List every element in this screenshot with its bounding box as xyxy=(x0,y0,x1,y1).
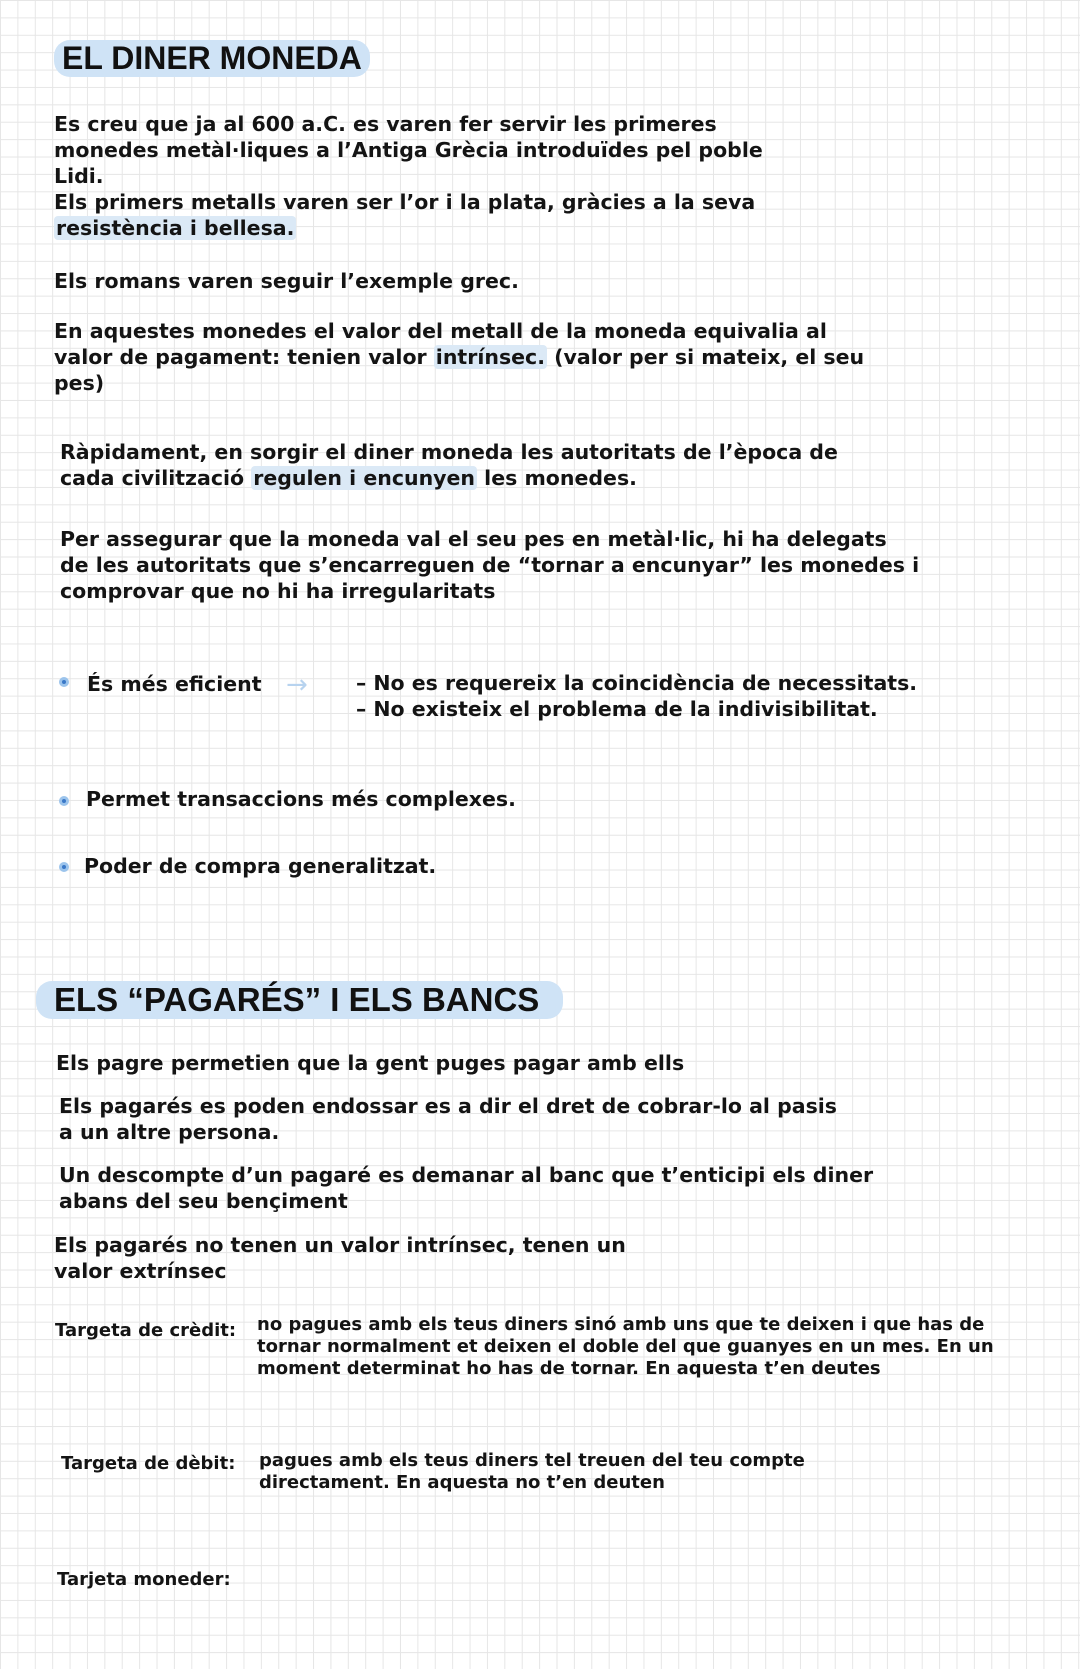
paragraph-romans: Els romans varen seguir l’exemple grec. xyxy=(54,269,519,293)
paragraph-authorities-text-a: Ràpidament, en sorgir el diner moneda les autoritats de l’època de cada civilització xyxy=(60,440,838,490)
wallet-card-label: Tarjeta moneder: xyxy=(57,1569,231,1590)
highlight-regulen: regulen i encunyen xyxy=(253,466,476,490)
paragraph-metals xyxy=(54,189,854,241)
paragraph-origin: Es creu que ja al 600 a.C. es varen fer servir les primeres monedes metàl·liques a l’Antiga Grècia introduïdes pel poble Lidi. xyxy=(54,112,763,188)
paragraph-authorities xyxy=(60,439,840,491)
highlight-intrinsec: intrínsec. xyxy=(435,345,545,369)
debit-card-label: Targeta de dèbit: xyxy=(61,1453,236,1474)
paragraph-extrinsic: Els pagarés no tenen un valor intrínsec, tenen un valor extrínsec xyxy=(54,1233,626,1283)
paragraph-pagres-payment: Els pagre permetien que la gent puges pagar amb ells xyxy=(56,1051,685,1075)
debit-card-description: pagues amb els teus diners tel treuen del teu compte directament. En aquesta no t’en deuten xyxy=(259,1450,805,1493)
paragraph-metals-text: Els primers metalls varen ser l’or i la plata, gràcies a la seva xyxy=(54,190,756,214)
bullet-efficient: És més eficient xyxy=(87,672,262,696)
paragraph-intrinsic-text-a: En aquestes monedes el valor del metall de la moneda equivalia al valor de pagament: tenien valor xyxy=(54,319,827,369)
paragraph-intrinsic-text-b: (valor per si mateix, el seu pes) xyxy=(54,345,865,395)
bullet-purchasing-power: Poder de compra generalitzat. xyxy=(84,854,437,878)
section-title-pagares xyxy=(36,981,563,1019)
section-title-text: ELS “PAGARÉS” I ELS BANCS xyxy=(54,981,540,1018)
paragraph-authorities-text-b: les monedes. xyxy=(477,466,637,490)
paragraph-endorse: Els pagarés es poden endossar es a dir el dret de cobrar-lo al pasis a un altre persona. xyxy=(59,1094,838,1144)
bullet-dot-icon xyxy=(59,796,69,806)
paragraph-intrinsic-value xyxy=(54,318,874,396)
arrow-right-icon: → xyxy=(286,670,308,700)
paragraph-discount: Un descompte d’un pagaré es demanar al banc que t’enticipi els diner abans del seu bençiment xyxy=(59,1163,874,1213)
bullet-dot-icon xyxy=(59,862,69,872)
credit-card-description: no pagues amb els teus diners sinó amb uns que te deixen i que has de tornar normalment et deixen el doble del que guanyes en un mes. En un moment determinat ho has de tornar. En aquesta t’en deutes xyxy=(257,1314,994,1379)
section-title-diner-moneda xyxy=(54,40,370,77)
highlight-resistencia: resistència i bellesa. xyxy=(56,216,295,240)
paragraph-delegates: Per assegurar que la moneda val el seu pes en metàl·lic, hi ha delegats de les autoritats que s’encarreguen de “tornar a encunyar” les monedes i comprovar que no hi ha irregularitats xyxy=(60,527,920,603)
bullet-dot-icon xyxy=(59,677,69,687)
dash-item-indivisibility: – No existeix el problema de la indivisibilitat. xyxy=(356,697,878,721)
credit-card-label: Targeta de crèdit: xyxy=(55,1320,237,1341)
bullet-complex-transactions: Permet transaccions més complexes. xyxy=(86,787,516,811)
section-title-text: EL DINER MONEDA xyxy=(62,40,362,76)
dash-item-coincidence: – No es requereix la coincidència de necessitats. xyxy=(356,671,918,695)
